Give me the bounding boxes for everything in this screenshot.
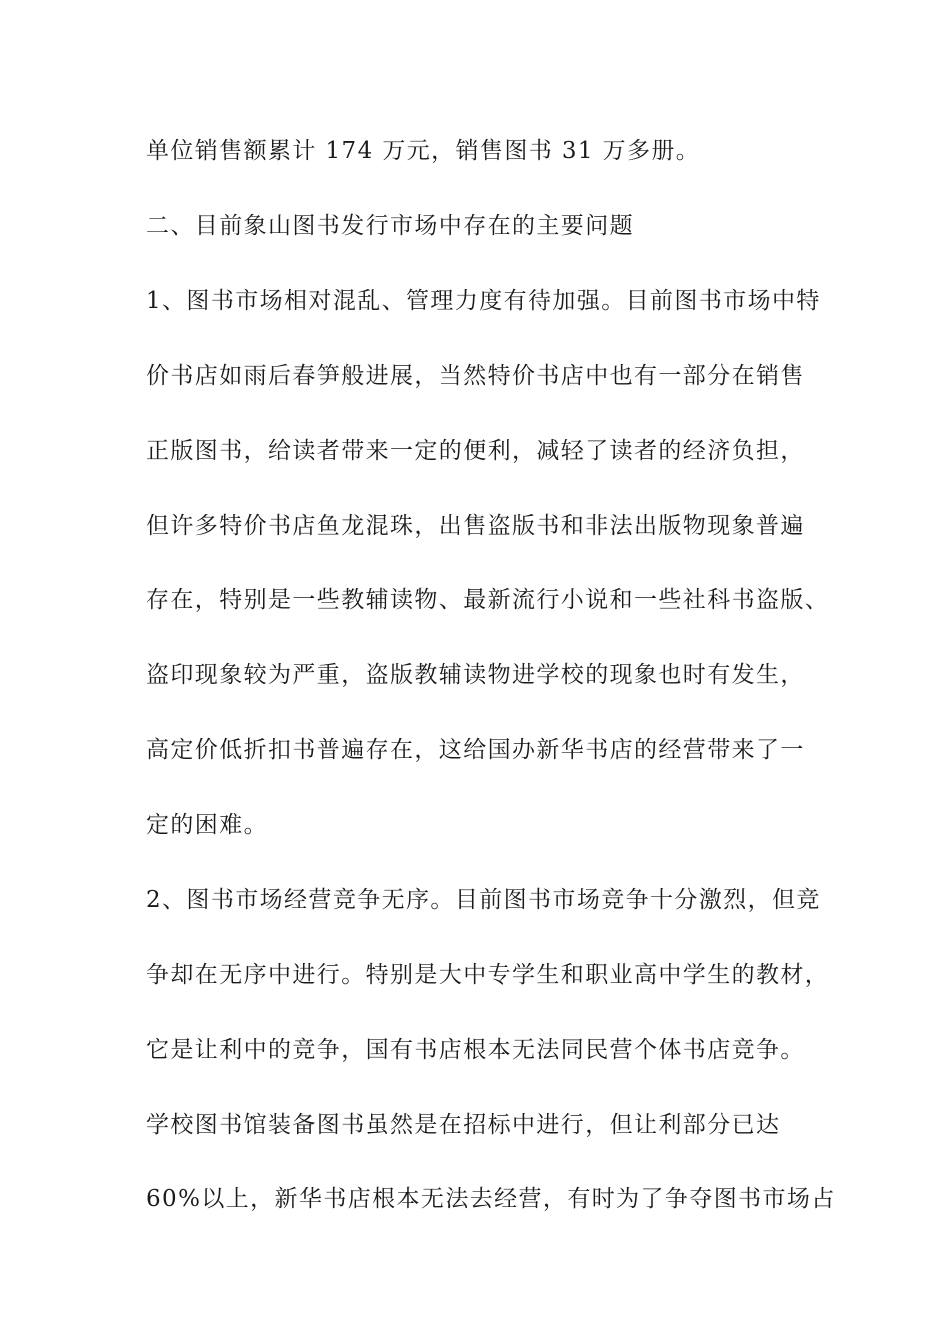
text-line: 高定价低折扣书普遍存在，这给国办新华书店的经营带来了一 xyxy=(146,737,805,763)
text-line: 盗印现象较为严重，盗版教辅读物进学校的现象也时有发生， xyxy=(146,662,805,688)
text-line: 正版图书，给读者带来一定的便利，减轻了读者的经济负担， xyxy=(146,438,805,464)
text-line: 但许多特价书店鱼龙混珠，出售盗版书和非法出版物现象普遍 xyxy=(146,513,805,539)
text-line: 1、图书市场相对混乱、管理力度有待加强。目前图书市场中特 xyxy=(146,288,821,314)
text-line: 学校图书馆装备图书虽然是在招标中进行，但让利部分已达 xyxy=(146,1112,781,1138)
text-line: 单位销售额累计 174 万元，销售图书 31 万多册。 xyxy=(146,138,701,164)
text-line: 它是让利中的竞争，国有书店根本无法同民营个体书店竞争。 xyxy=(146,1037,805,1063)
text-line: 定的困难。 xyxy=(146,812,268,838)
text-line: 争却在无序中进行。特别是大中专学生和职业高中学生的教材， xyxy=(146,962,830,988)
section-heading: 二、目前象山图书发行市场中存在的主要问题 xyxy=(146,213,634,239)
text-line: 价书店如雨后春笋般进展，当然特价书店中也有一部分在销售 xyxy=(146,363,805,389)
text-line: 存在，特别是一些教辅读物、最新流行小说和一些社科书盗版、 xyxy=(146,587,830,613)
text-line: 2、图书市场经营竞争无序。目前图书市场竞争十分激烈，但竞 xyxy=(146,887,821,913)
text-line: 60%以上，新华书店根本无法去经营，有时为了争夺图书市场占 xyxy=(146,1186,836,1212)
